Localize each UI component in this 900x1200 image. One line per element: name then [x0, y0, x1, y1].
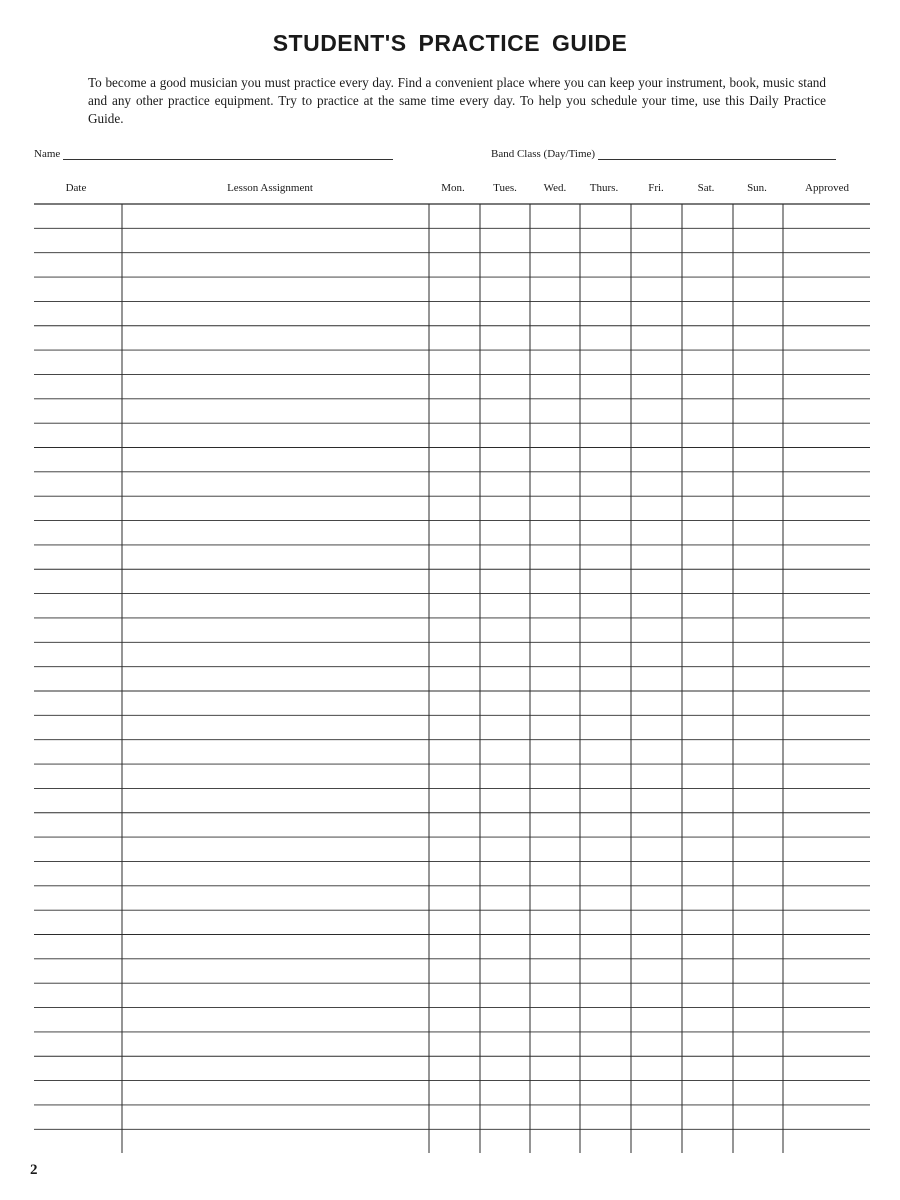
col-tues: Tues. [493, 182, 517, 194]
col-wed: Wed. [543, 182, 567, 194]
col-mon: Mon. [441, 182, 465, 194]
col-fri: Fri. [648, 182, 664, 194]
name-label: Name [34, 148, 61, 160]
intro-paragraph: To become a good musician you must practice every day. Find a convenient place where you can keep your instrument, book, music stand and any other practice equipment. Try to practice at the same time every day. To help you schedule your time, use this Daily Practice Guide. [88, 75, 826, 126]
col-lesson-assignment: Lesson Assignment [227, 182, 313, 194]
col-thurs: Thurs. [589, 182, 619, 194]
col-sat: Sat. [697, 182, 715, 194]
page-title: STUDENT'S PRACTICE GUIDE [272, 30, 628, 56]
col-date: Date [65, 182, 87, 194]
band-class-label: Band Class (Day/Time) [491, 148, 596, 160]
col-sun: Sun. [747, 182, 767, 194]
page-number: 2 [30, 1162, 38, 1178]
col-approved: Approved [805, 182, 849, 194]
